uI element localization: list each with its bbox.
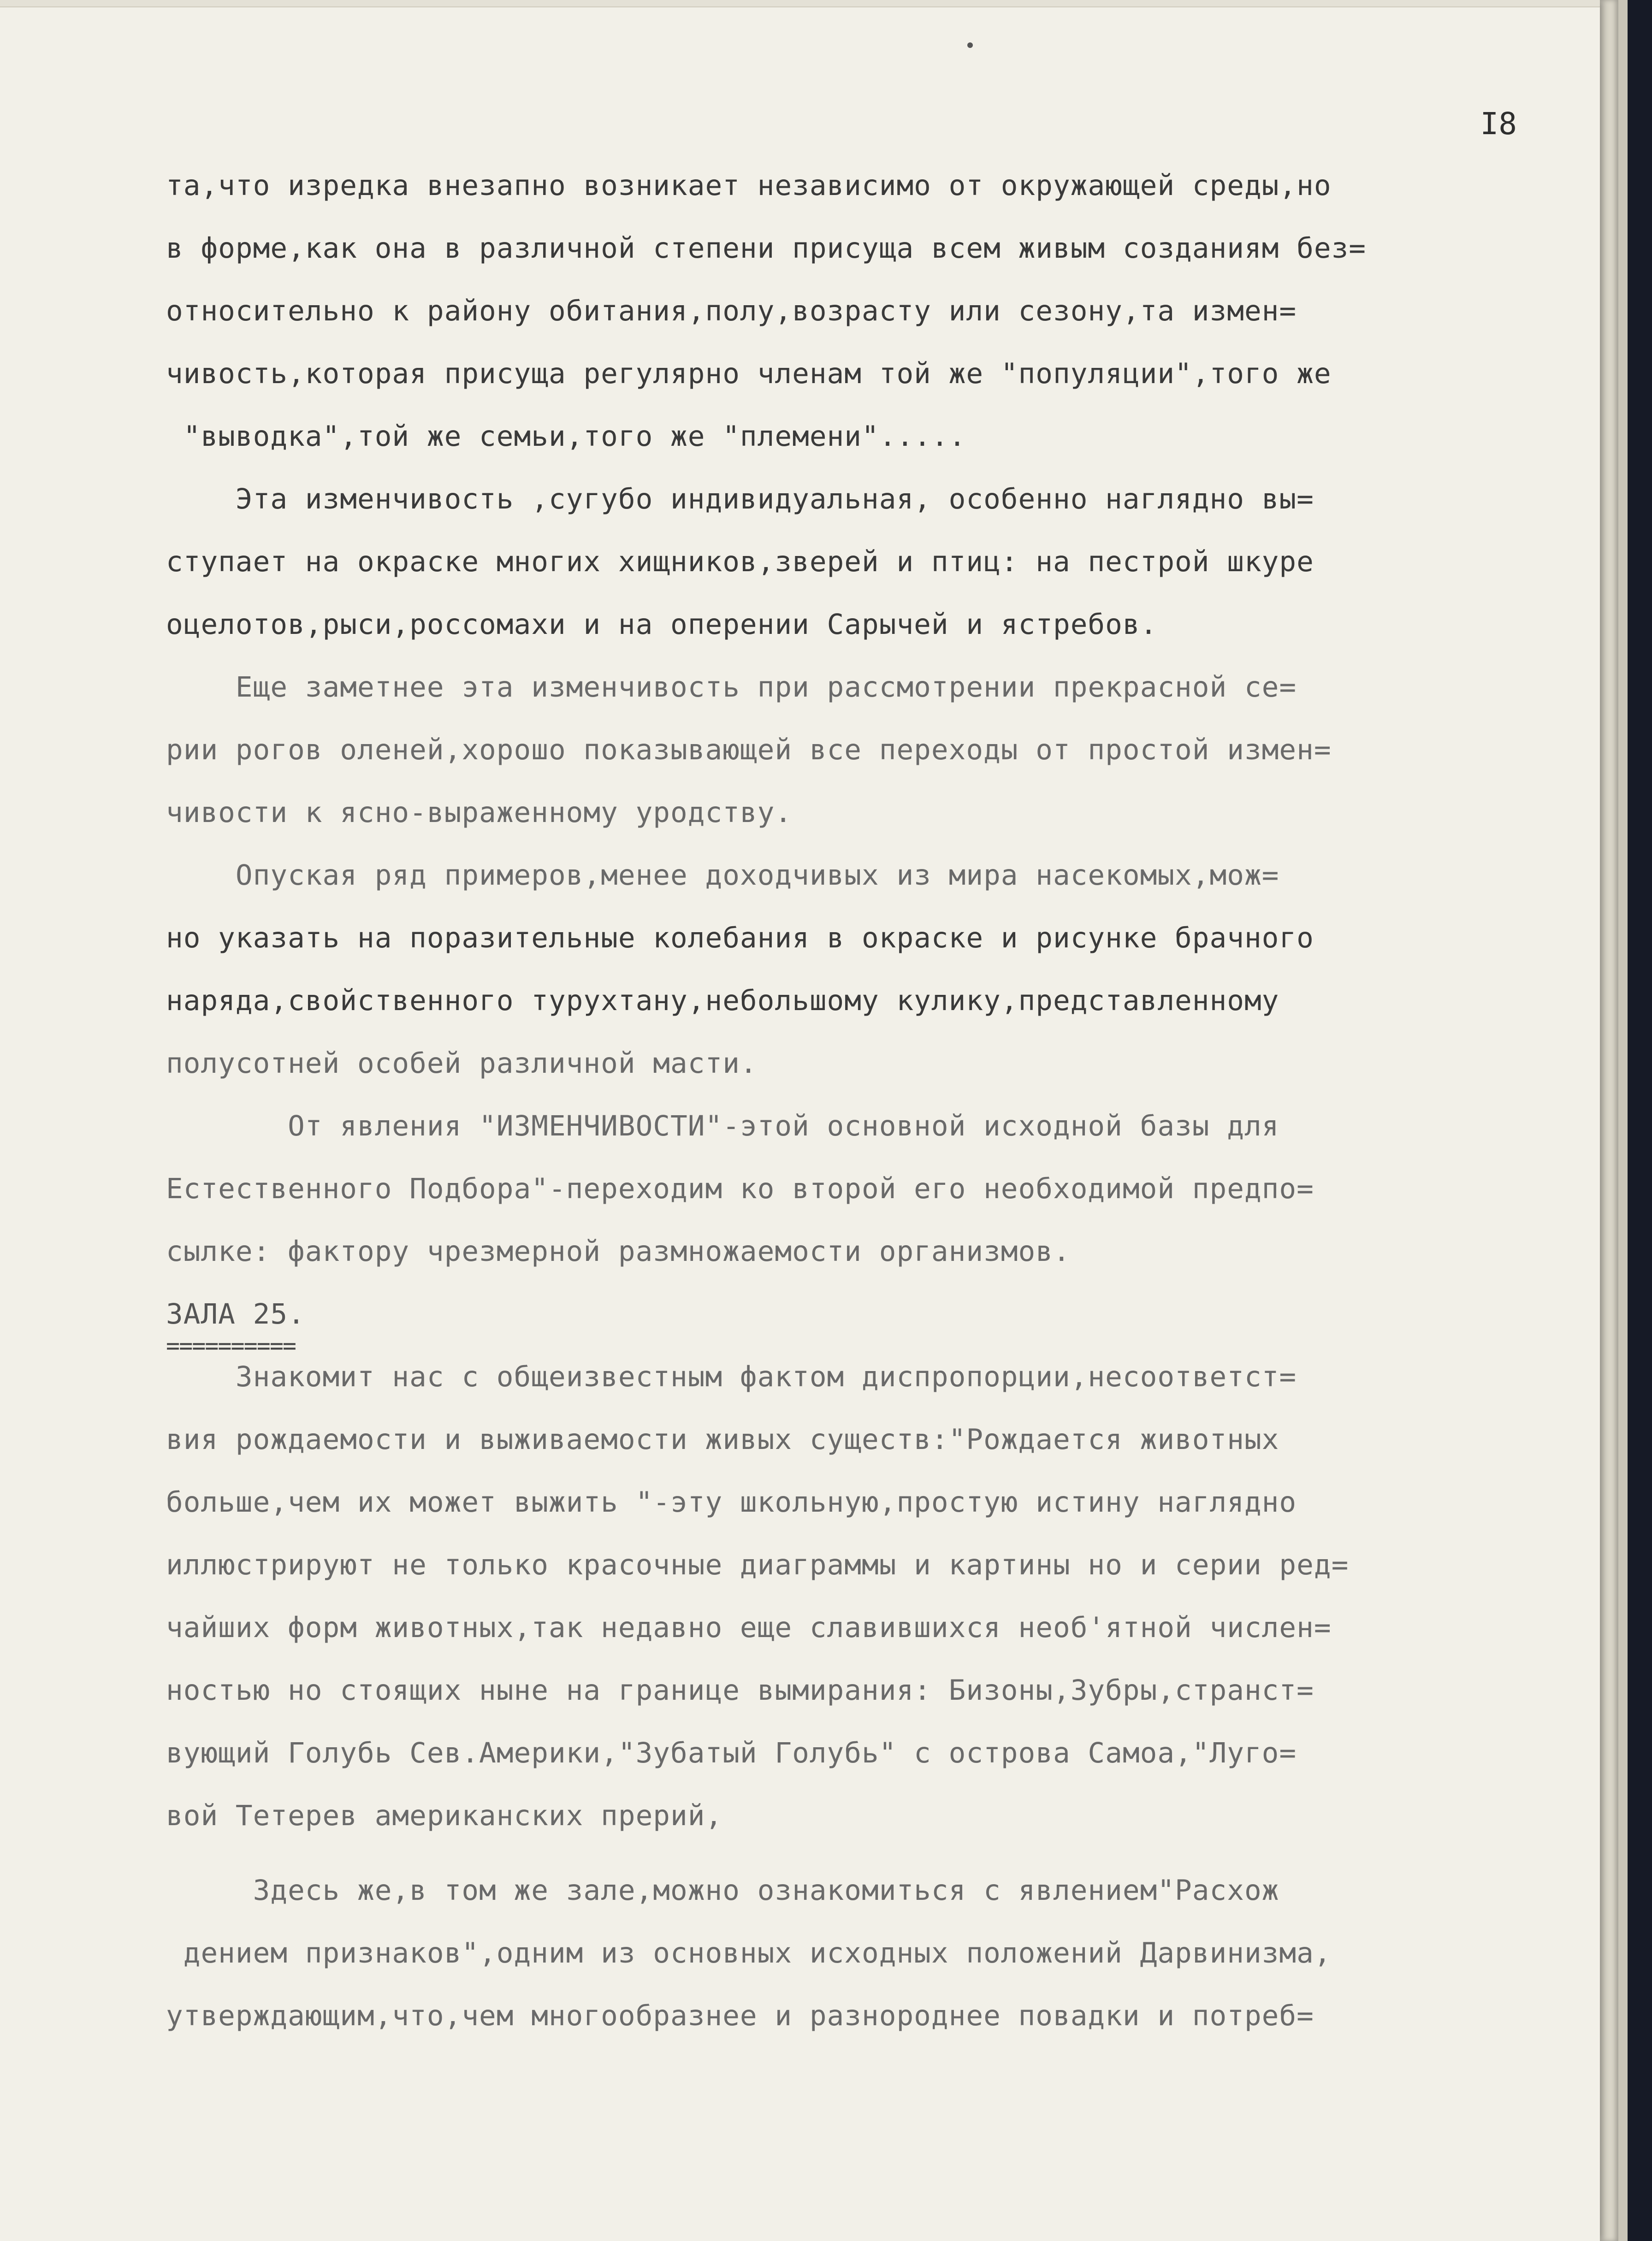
text-line: Знакомит нас с общеизвестным фактом диспропорции,несоответст=: [166, 1360, 1297, 1393]
text-line: рии рогов оленей,хорошо показывающей все переходы от простой измен=: [166, 733, 1332, 766]
text-line: чивость,которая присуща регулярно членам той же "популяции",того же: [166, 357, 1332, 390]
text-line: чивости к ясно-выраженному уродству.: [166, 796, 793, 829]
text-line: Опуская ряд примеров,менее доходчивых из мира насекомых,мож=: [166, 859, 1279, 892]
text-line: в форме,как она в различной степени присуща всем живым созданиям без=: [166, 232, 1367, 265]
text-line: наряда,свойственного турухтану,небольшому кулику,представленному: [166, 984, 1279, 1017]
text-line: Еще заметнее эта изменчивость при рассмотрении прекрасной се=: [166, 671, 1297, 704]
text-line: вующий Голубь Сев.Америки,"Зубатый Голубь" с острова Самоа,"Луго=: [166, 1737, 1297, 1769]
page-top-edge: [0, 0, 1600, 7]
text-line: вия рождаемости и выживаемости живых существ:"Рождается животных: [166, 1423, 1279, 1456]
text-line: "выводка",той же семьи,того же "племени".....: [166, 420, 966, 453]
text-line: но указать на поразительные колебания в окраске и рисунке брачного: [166, 922, 1314, 954]
text-line: вой Тетерев американских прерий,: [166, 1799, 723, 1832]
text-line: ностью но стоящих ныне на границе вымирания: Бизоны,Зубры,странст=: [166, 1674, 1314, 1707]
text-line: больше,чем их может выжить "-эту школьную,простую истину наглядно: [166, 1486, 1297, 1519]
text-line: сылке: фактору чрезмерной размножаемости организмов.: [166, 1235, 1071, 1268]
text-line: Здесь же,в том же зале,можно ознакомиться с явлением"Расхож: [166, 1874, 1279, 1907]
body-text: [166, 171, 1535, 2064]
text-line: утверждающим,что,чем многообразнее и разнороднее повадки и потреб=: [166, 1999, 1314, 2032]
text-line: иллюстрируют не только красочные диаграммы и картины но и серии ред=: [166, 1549, 1349, 1581]
hall-heading-underline: ==========: [166, 1332, 296, 1359]
hall-heading: ЗАЛА 25.: [166, 1298, 305, 1330]
text-line: От явления "ИЗМЕНЧИВОСТИ"-этой основной исходной базы для: [166, 1110, 1279, 1142]
page-number: I8: [1480, 106, 1517, 142]
text-line: оцелотов,рыси,россомахи и на оперении Сарычей и ястребов.: [166, 608, 1158, 641]
text-line: Эта изменчивость ,сугубо индивидуальная, особенно наглядно вы=: [166, 483, 1314, 515]
ink-speck: [967, 42, 973, 48]
text-line: Естественного Подбора"-переходим ко второй его необходимой предпо=: [166, 1172, 1314, 1205]
text-line: та,что изредка внезапно возникает независимо от окружающей среды,но: [166, 169, 1332, 202]
text-line: относительно к району обитания,полу,возрасту или сезону,та измен=: [166, 295, 1297, 327]
text-line: полусотней особей различной масти.: [166, 1047, 758, 1080]
text-line: дением признаков",одним из основных исходных положений Дарвинизма,: [166, 1937, 1332, 1969]
text-line: ступает на окраске многих хищников,зверей и птиц: на пестрой шкуре: [166, 545, 1314, 578]
text-line: чайших форм животных,так недавно еще славившихся необ'ятной числен=: [166, 1611, 1332, 1644]
